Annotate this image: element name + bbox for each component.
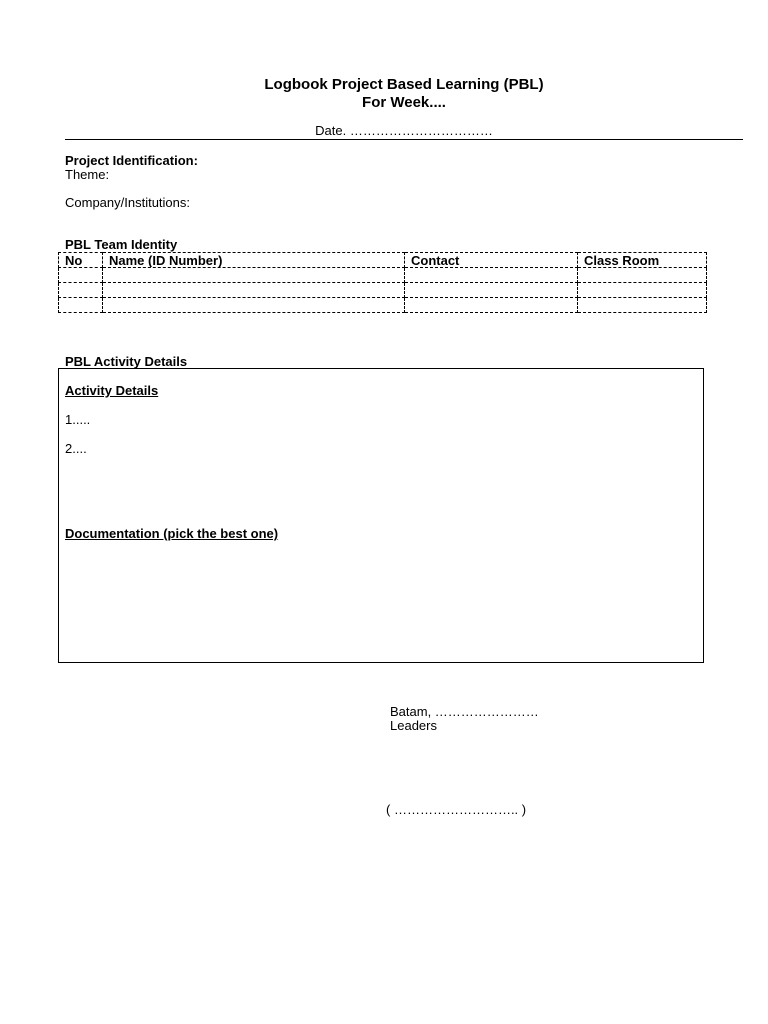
date-line: Date. …………………………… <box>315 123 493 138</box>
table-cell-class-room <box>578 268 707 283</box>
activity-details-heading: Activity Details <box>65 383 159 398</box>
project-identification-heading: Project Identification: <box>65 153 198 168</box>
table-cell-contact <box>405 283 578 298</box>
column-header-class-room: Class Room <box>578 253 707 268</box>
table-row <box>59 268 707 283</box>
column-header-name: Name (ID Number) <box>103 253 405 268</box>
team-table <box>58 252 707 313</box>
signature-place-date: Batam, …………………… <box>390 704 539 719</box>
header-divider <box>65 139 743 140</box>
table-row <box>59 283 707 298</box>
table-cell-no <box>59 298 103 313</box>
table-cell-no <box>59 283 103 298</box>
column-header-no: No <box>59 253 103 268</box>
table-cell-name <box>103 298 405 313</box>
document-title: Logbook Project Based Learning (PBL) <box>264 76 544 93</box>
activity-item-2: 2.... <box>65 441 87 456</box>
activity-item-1: 1..... <box>65 412 91 427</box>
table-cell-class-room <box>578 283 707 298</box>
document-subtitle-week: For Week.... <box>362 94 446 111</box>
table-cell-no <box>59 268 103 283</box>
activity-section-heading: PBL Activity Details <box>65 354 188 369</box>
table-cell-name <box>103 283 405 298</box>
theme-label: Theme: <box>65 167 110 182</box>
table-cell-name <box>103 268 405 283</box>
column-header-contact: Contact <box>405 253 578 268</box>
signature-name-line: ( ……………………….. ) <box>386 802 527 817</box>
documentation-heading: Documentation (pick the best one) <box>65 526 279 541</box>
signature-role: Leaders <box>390 718 437 733</box>
activity-details-box <box>58 368 704 663</box>
team-identity-heading: PBL Team Identity <box>65 237 178 252</box>
company-label: Company/Institutions: <box>65 195 191 210</box>
table-cell-class-room <box>578 298 707 313</box>
team-table-header-row <box>59 253 707 268</box>
table-cell-contact <box>405 298 578 313</box>
table-row <box>59 298 707 313</box>
table-cell-contact <box>405 268 578 283</box>
